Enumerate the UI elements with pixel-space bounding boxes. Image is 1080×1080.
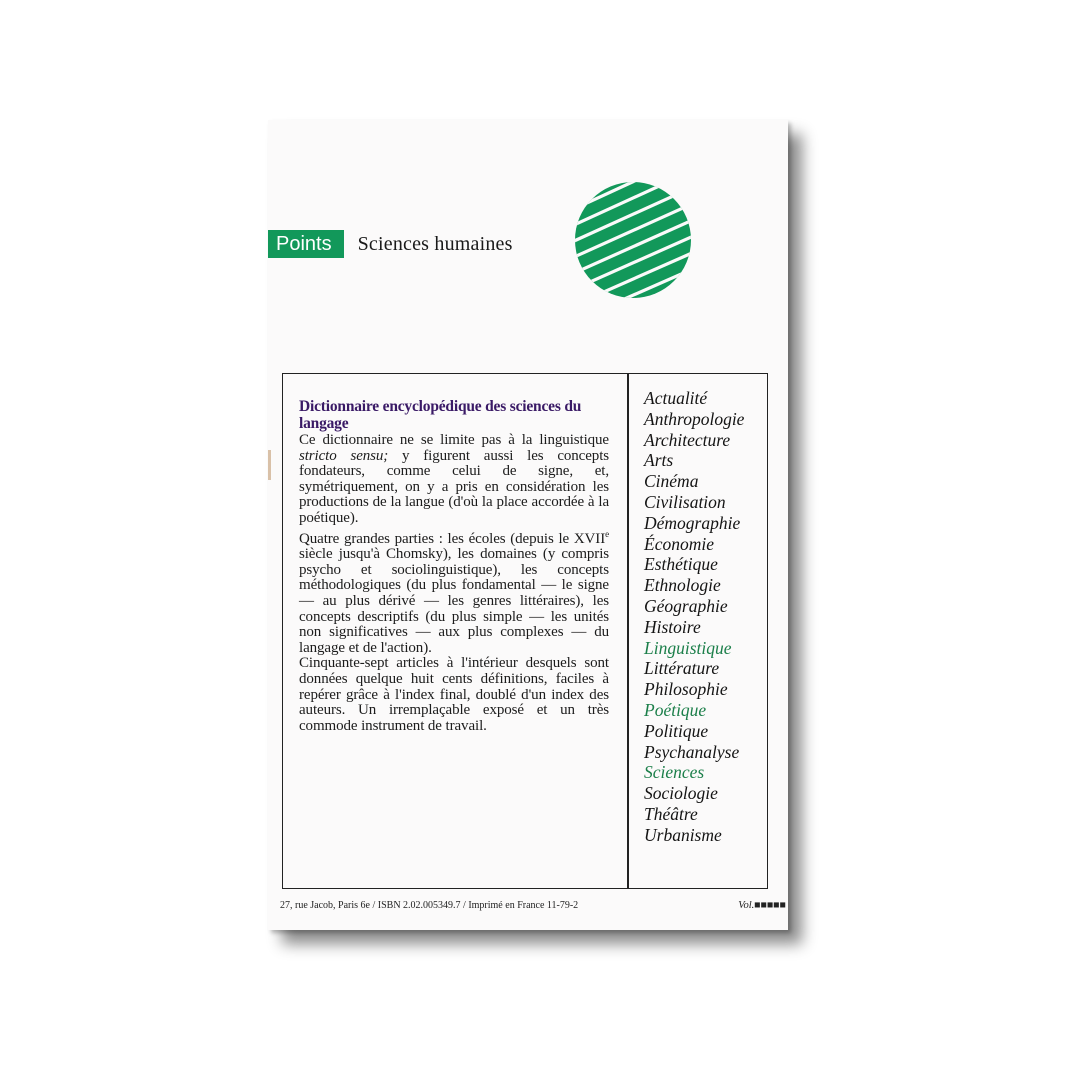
cover-header: [268, 228, 513, 260]
topic-item: Civilisation: [644, 491, 726, 512]
description-paragraph-2: Quatre grandes parties : les écoles (depuis le XVIIe siècle jusqu'à Chomsky), les domaines (y compris psycho et sociolinguistique), les concepts méthodologiques (du plus fondamental — le signe — au plus dérivé — les genres littéraires), les concepts descriptifs (du plus simple — les unités non significatives — aux plus complexes — du langage et de l'action).: [299, 528, 609, 656]
striped-circle-logo-icon: [573, 180, 693, 300]
series-label: Sciences humaines: [357, 232, 513, 255]
topic-item: Urbanisme: [644, 824, 722, 845]
collection-label: Points: [268, 230, 344, 258]
imprint-line: 27, rue Jacob, Paris 6e / ISBN 2.02.005349.7 / Imprimé en France 11-79-2: [280, 900, 579, 911]
topic-item: Littérature: [644, 658, 720, 679]
topic-item: Économie: [644, 533, 714, 554]
topics-list: [644, 388, 744, 846]
edge-mark: [268, 450, 271, 480]
content-frame: [282, 373, 768, 889]
topic-item: Anthropologie: [644, 408, 745, 429]
topic-item: Poétique: [644, 699, 707, 720]
topic-item: Politique: [644, 720, 709, 741]
book-back-cover: [268, 120, 788, 930]
topic-item: Psychanalyse: [644, 741, 740, 762]
topic-item: Linguistique: [644, 637, 732, 658]
topic-item: Démographie: [644, 512, 741, 533]
topic-item: Architecture: [644, 429, 731, 450]
topic-item: Ethnologie: [644, 575, 721, 596]
topic-item: Théâtre: [644, 803, 698, 824]
topic-item: Arts: [644, 450, 674, 471]
volume-marker: Vol.■■■■■: [738, 900, 786, 911]
description-paragraph-3: Cinquante-sept articles à l'intérieur desquels sont données quelque huit cents définitions, faciles à repérer grâce à l'index final, doublé d'un index des auteurs. Un irremplaçable exposé et un très commode instrument de travail.: [299, 655, 609, 734]
topic-item: Sociologie: [644, 783, 718, 804]
description-column: [299, 398, 609, 734]
topic-item: Sciences: [644, 762, 705, 783]
topics-column: [628, 374, 768, 888]
topic-item: Histoire: [644, 616, 701, 637]
topic-item: Géographie: [644, 595, 728, 616]
topic-item: Esthétique: [644, 554, 718, 575]
description-paragraph-1: Ce dictionnaire ne se limite pas à la linguistique stricto sensu; y figurent aussi les concepts fondateurs, comme celui de signe, et, symétriquement, on y a pris en considération les productions de la langue (d'où la place accordée à la poétique).: [299, 432, 610, 526]
topic-item: Philosophie: [644, 679, 728, 700]
topic-item: Actualité: [644, 388, 708, 408]
topic-item: Cinéma: [644, 471, 699, 492]
book-title: Dictionnaire encyclopédique des sciences du langage: [299, 398, 582, 432]
cover-footer: [280, 900, 786, 911]
